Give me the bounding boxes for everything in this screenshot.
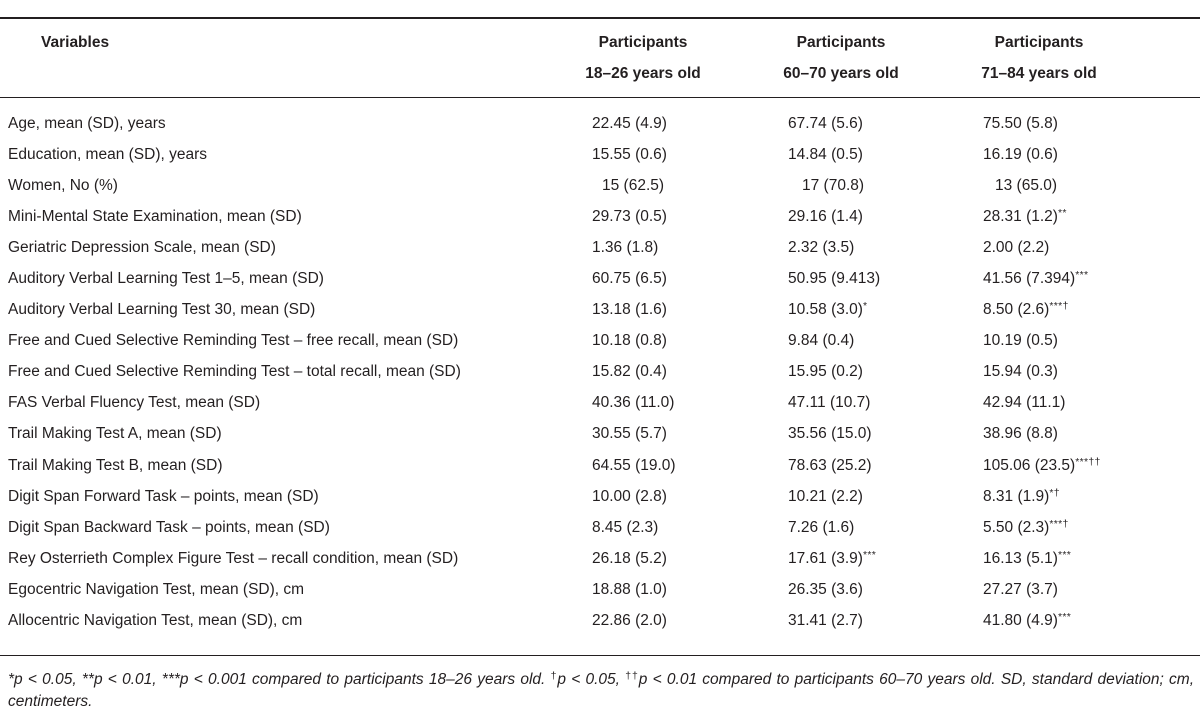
cell-value: 26.18 (5.2) [592,549,667,567]
header-group-18-26-line2: 18–26 years old [585,65,701,82]
row-label: Trail Making Test B, mean (SD) [8,456,223,474]
cell-col-60-70 [788,232,854,263]
cell-col-18-26 [602,170,664,201]
header-group-60-70 [741,34,941,83]
cell-col-71-84 [983,605,1071,636]
cell-col-60-70 [788,605,863,636]
cell-value: 2.32 (3.5) [788,239,855,257]
table-row [0,605,1200,636]
cell-col-60-70 [788,139,863,170]
cell-value: 17 (70.8) [802,177,865,195]
table-row [0,232,1200,263]
row-label: Digit Span Backward Task – points, mean (SD) [8,518,330,536]
cell-value: 67.74 (5.6) [788,115,863,132]
cell-col-60-70 [788,481,863,512]
table-row [0,356,1200,387]
significance-mark: *** [862,548,877,561]
table-row [0,512,1200,543]
significance-mark: ***† [1049,300,1069,313]
cell-col-71-84 [983,356,1058,387]
cell-col-71-84 [983,232,1049,263]
cell-col-60-70 [788,418,872,449]
cell-col-18-26 [592,418,667,449]
cell-value: 26.35 (3.6) [788,580,863,598]
cell-col-71-84 [983,574,1058,605]
table-row [0,294,1200,325]
cell-value: 8.45 (2.3) [592,518,659,536]
cell-col-18-26 [592,356,667,387]
row-label: Egocentric Navigation Test, mean (SD), cm [8,580,305,598]
cell-col-18-26 [592,232,658,263]
footnote-part1: *p < 0.05, **p < 0.01, ***p < 0.001 compared to participants 18–26 years old. [8,671,551,688]
cell-value: 16.13 (5.1) [983,549,1058,567]
significance-mark: ***† [1049,517,1069,530]
cell-value: 5.50 (2.3) [983,518,1050,536]
table-row [0,108,1200,139]
header-group-60-70-line1: Participants [796,34,886,51]
cell-value: 22.86 (2.0) [592,611,667,629]
table-body [0,108,1200,636]
header-group-71-84 [939,34,1139,83]
cell-col-60-70 [788,201,863,232]
cell-col-18-26 [592,294,667,325]
cell-col-18-26 [592,263,667,294]
header-group-60-70-line2: 60–70 years old [783,65,899,82]
row-label: FAS Verbal Fluency Test, mean (SD) [8,394,261,412]
row-label: Trail Making Test A, mean (SD) [8,425,222,443]
footnote-part3: p < 0.01 compared to participants 60–70 years old. SD, standard deviation; cm, centimeters. [8,671,1195,710]
cell-col-60-70 [788,325,854,356]
cell-col-71-84 [983,543,1071,574]
row-label: Rey Osterrieth Complex Figure Test – recall condition, mean (SD) [8,549,459,567]
cell-value: 75.50 (5.8) [983,115,1058,132]
row-label: Mini-Mental State Examination, mean (SD) [8,208,302,226]
cell-value: 13 (65.0) [995,177,1058,195]
header-group-18-26-line1: Participants [598,34,688,51]
cell-value: 22.45 (4.9) [592,115,667,132]
cell-col-71-84 [983,481,1060,512]
cell-value: 28.31 (1.2) [983,208,1058,226]
cell-col-60-70 [788,356,863,387]
table-header-rule [0,97,1200,98]
significance-mark: *† [1049,486,1060,499]
header-group-71-84-line1: Participants [994,34,1084,51]
cell-col-60-70 [788,574,863,605]
cell-value: 10.00 (2.8) [592,487,667,505]
table-bottom-rule [0,655,1200,656]
table-footnote [8,669,1194,713]
cell-value: 18.88 (1.0) [592,580,667,598]
significance-mark: * [862,300,868,313]
significance-mark: *** [1057,548,1072,561]
cell-value: 2.00 (2.2) [983,239,1050,257]
cell-value: 10.58 (3.0) [788,301,863,319]
row-label: Auditory Verbal Learning Test 30, mean (SD) [8,301,316,319]
row-label: Free and Cued Selective Reminding Test – free recall, mean (SD) [8,332,459,350]
cell-value: 15.94 (0.3) [983,363,1058,381]
cell-col-71-84 [983,418,1058,449]
table-top-rule [0,17,1200,19]
cell-col-18-26 [592,201,667,232]
cell-value: 29.16 (1.4) [788,208,863,226]
table-row [0,418,1200,449]
cell-value: 41.80 (4.9) [983,611,1058,629]
cell-col-71-84 [983,263,1088,294]
row-label: Digit Span Forward Task – points, mean (SD) [8,487,319,505]
table-row [0,387,1200,418]
significance-mark: ***†† [1075,455,1101,468]
cell-value: 47.11 (10.7) [788,394,871,412]
cell-col-71-84 [983,108,1058,139]
cell-col-60-70 [788,512,854,543]
cell-value: 15.95 (0.2) [788,363,863,381]
cell-col-18-26 [592,543,667,574]
cell-value: 38.96 (8.8) [983,425,1058,443]
cell-col-18-26 [592,512,658,543]
cell-col-71-84 [983,387,1065,418]
significance-mark: *** [1057,610,1072,623]
table-row [0,170,1200,201]
table-row [0,574,1200,605]
cell-col-71-84 [983,139,1058,170]
cell-value: 8.50 (2.6) [983,301,1050,319]
cell-value: 64.55 (19.0) [592,456,676,474]
footnote-mark1: † [550,670,558,682]
cell-value: 50.95 (9.413) [788,270,881,288]
cell-col-18-26 [592,108,667,139]
cell-col-71-84 [983,201,1067,232]
cell-col-60-70 [788,387,870,418]
cell-value: 29.73 (0.5) [592,208,667,226]
header-variables: Variables [41,34,110,51]
cell-value: 15.55 (0.6) [592,146,667,164]
cell-col-71-84 [995,170,1057,201]
cell-value: 60.75 (6.5) [592,270,667,288]
cell-col-60-70 [788,450,872,481]
cell-value: 42.94 (11.1) [983,394,1066,412]
cell-col-71-84 [983,325,1058,356]
table-row [0,139,1200,170]
cell-col-60-70 [788,263,880,294]
cell-value: 41.56 (7.394) [983,270,1076,288]
row-label: Allocentric Navigation Test, mean (SD), cm [8,611,303,629]
cell-col-60-70 [788,543,876,574]
cell-value: 17.61 (3.9) [788,549,863,567]
cell-value: 78.63 (25.2) [788,456,872,474]
row-label: Age, mean (SD), years [8,115,166,132]
cell-col-60-70 [788,294,867,325]
cell-col-71-84 [983,294,1069,325]
footnote-part2: p < 0.05, [557,671,626,688]
cell-col-71-84 [983,512,1069,543]
cell-value: 9.84 (0.4) [788,332,855,350]
cell-value: 31.41 (2.7) [788,611,863,629]
cell-col-18-26 [592,605,667,636]
cell-col-60-70 [802,170,864,201]
cell-value: 15.82 (0.4) [592,363,667,381]
table-row [0,543,1200,574]
table-row [0,481,1200,512]
table-row [0,263,1200,294]
cell-value: 13.18 (1.6) [592,301,667,319]
cell-value: 40.36 (11.0) [592,394,675,412]
footnote-mark2: †† [625,670,639,682]
cell-col-18-26 [592,387,674,418]
significance-mark: *** [1075,269,1089,282]
cell-value: 15 (62.5) [602,177,665,195]
table-row [0,201,1200,232]
cell-col-71-84 [983,450,1101,481]
cell-value: 35.56 (15.0) [788,425,872,443]
table-row [0,450,1200,481]
cell-value: 10.18 (0.8) [592,332,667,350]
significance-mark: ** [1057,207,1067,220]
cell-value: 30.55 (5.7) [592,425,667,443]
cell-col-18-26 [592,481,667,512]
cell-col-18-26 [592,574,667,605]
cell-value: 105.06 (23.5) [983,456,1076,474]
row-label: Women, No (%) [8,177,118,195]
cell-col-18-26 [592,325,667,356]
cell-value: 10.21 (2.2) [788,487,863,505]
cell-value: 16.19 (0.6) [983,146,1058,164]
cell-value: 14.84 (0.5) [788,146,863,164]
header-group-18-26 [543,34,743,83]
row-label: Geriatric Depression Scale, mean (SD) [8,239,276,257]
cell-value: 10.19 (0.5) [983,332,1058,350]
row-label: Education, mean (SD), years [8,146,208,164]
cell-col-18-26 [592,139,667,170]
cell-value: 27.27 (3.7) [983,580,1058,598]
row-label: Free and Cued Selective Reminding Test – total recall, mean (SD) [8,363,461,381]
cell-value: 7.26 (1.6) [788,518,855,536]
header-group-71-84-line2: 71–84 years old [981,65,1097,82]
cell-value: 8.31 (1.9) [983,487,1050,505]
cell-col-18-26 [592,450,676,481]
row-label: Auditory Verbal Learning Test 1–5, mean (SD) [8,270,324,288]
table-row [0,325,1200,356]
cell-value: 1.36 (1.8) [592,239,659,257]
cell-col-60-70 [788,108,863,139]
